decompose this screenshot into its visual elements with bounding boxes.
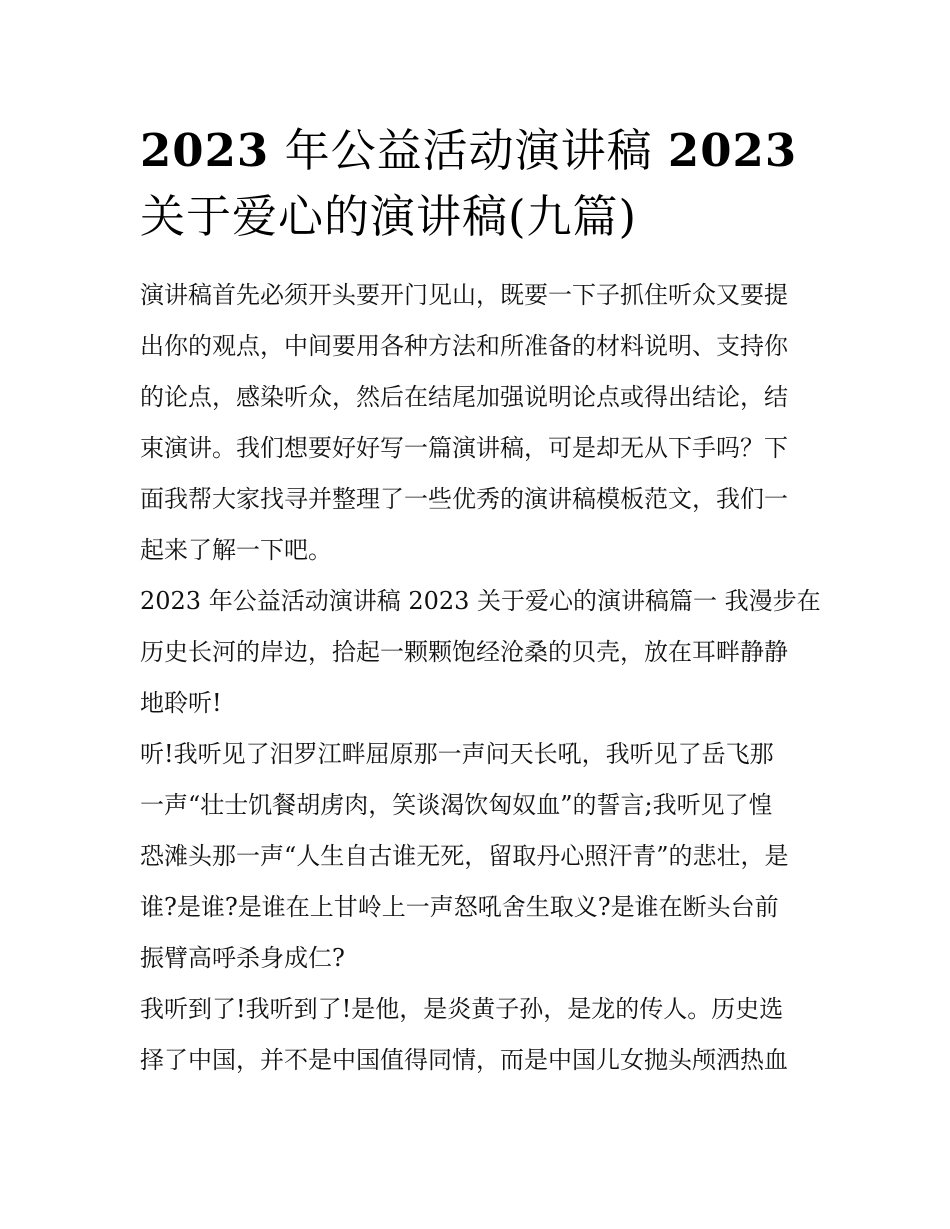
title-year-1: 2023	[140, 124, 270, 177]
text-line: 历史长河的岸边，拾起一颗颗饱经沧桑的贝壳，放在耳畔静静	[140, 638, 788, 666]
paragraph-intro	[140, 270, 812, 576]
text-line: 择了中国，并不是中国值得同情，而是中国儿女抛头颅洒热血	[140, 1046, 788, 1074]
paragraph-heard	[140, 984, 812, 1086]
title-text-1: 年公益活动演讲稿	[284, 124, 653, 177]
text-line: 我听到了!我听到了!是他，是炎黄子孙，是龙的传人。历史选	[140, 995, 784, 1023]
text-line: 振臂高呼杀身成仁?	[140, 944, 345, 972]
title-year-2: 2023	[667, 124, 798, 177]
text-line: 一声“壮士饥餐胡虏肉，笑谈渴饮匈奴血”的誓言;我听见了惶	[140, 791, 773, 819]
text-line: 恐滩头那一声“人生自古谁无死，留取丹心照汗青”的悲壮，是	[140, 842, 789, 870]
text-line: 2023 年公益活动演讲稿 2023 关于爱心的演讲稿篇一 我漫步在	[140, 587, 821, 615]
text-line: 束演讲。我们想要好好写一篇演讲稿，可是却无从下手吗？下	[140, 434, 788, 462]
text-line: 地聆听!	[140, 689, 222, 717]
text-line: 的论点，感染听众，然后在结尾加强说明论点或得出结论，结	[140, 383, 788, 411]
text-line: 出你的观点，中间要用各种方法和所准备的材料说明、支持你	[140, 332, 788, 360]
text-line: 起来了解一下吧。	[140, 536, 332, 564]
document-title	[140, 118, 812, 250]
title-line-2: 关于爱心的演讲稿(九篇)	[140, 190, 638, 243]
text-line: 演讲稿首先必须开头要开门见山，既要一下子抓住听众又要提	[140, 281, 788, 309]
paragraph-listen	[140, 729, 812, 984]
paragraph-section-one	[140, 576, 821, 729]
text-line: 听!我听见了汨罗江畔屈原那一声问天长吼，我听见了岳飞那	[140, 740, 774, 768]
document-page	[140, 118, 821, 1086]
text-line: 谁?是谁?是谁在上甘岭上一声怒吼舍生取义?是谁在断头台前	[140, 893, 779, 921]
title-line-1	[140, 118, 812, 184]
text-line: 面我帮大家找寻并整理了一些优秀的演讲稿模板范文，我们一	[140, 485, 788, 513]
